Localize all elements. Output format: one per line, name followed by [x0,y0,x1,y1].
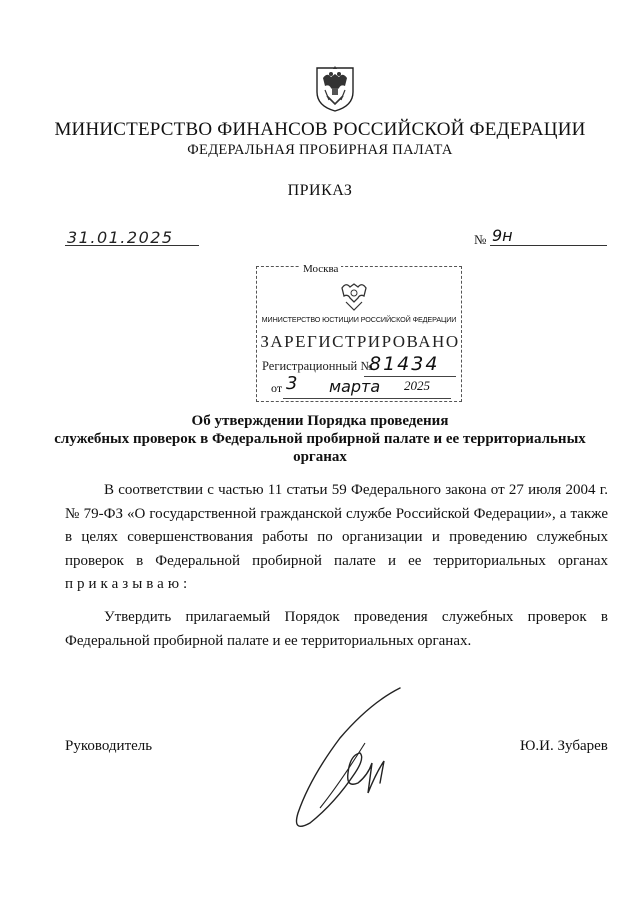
coat-of-arms-emblem [313,62,357,112]
order-number: 9н [492,226,513,245]
ministry-heading: МИНИСТЕРСТВО ФИНАНСОВ РОССИЙСКОЙ ФЕДЕРАЦИИ [54,119,586,140]
title-line-3: органах [293,449,347,465]
number-label: № [474,232,487,247]
preamble-paragraph [65,479,608,597]
stamp-status: ЗАРЕГИСТРИРОВАНО [260,332,460,351]
preamble-text: В соответствии с частью 11 статьи 59 Федерального закона от 27 июля 2004 г. № 79-ФЗ «О государственной гражданской службе Российской Федерации», а также в целях совершенствования работы по организации и проведению служебных проверок в Федеральной пробирной палате и ее территориальных органах [65,482,608,569]
title-line-2: служебных проверок в Федеральной пробирной палате и ее территориальных [54,431,586,447]
stamp-city: Москва [300,263,341,275]
decision-text: Утвердить прилагаемый Порядок проведения служебных проверок в Федеральной пробирной палате и ее территориальных органах. [65,609,608,649]
date-underline [65,245,199,246]
stamp-date-underline [283,398,451,399]
number-underline [490,245,607,246]
stamp-date-label: от [271,381,283,395]
stamp-ministry: МИНИСТЕРСТВО ЮСТИЦИИ РОССИЙСКОЙ ФЕДЕРАЦИИ [261,315,457,324]
chamber-heading: ФЕДЕРАЛЬНАЯ ПРОБИРНАЯ ПАЛАТА [187,142,453,158]
stamp-emblem-icon [336,278,372,312]
stamp-month: марта [329,377,381,396]
order-word: приказываю: [65,576,192,592]
stamp-year: 2025 [404,378,430,393]
handwritten-signature [280,683,410,838]
document-type: ПРИКАЗ [287,182,353,199]
signer-position: Руководитель [65,738,153,754]
order-date: 31.01.2025 [67,228,174,247]
order-title [0,412,640,466]
signer-name: Ю.И. Зубарев [520,738,608,754]
title-line-1: Об утверждении Порядка проведения [191,413,449,429]
stamp-reg-number: 81434 [369,353,440,375]
stamp-reg-label: Регистрационный № [262,359,373,373]
stamp-day: 3 [286,373,298,394]
decision-paragraph [65,606,608,653]
